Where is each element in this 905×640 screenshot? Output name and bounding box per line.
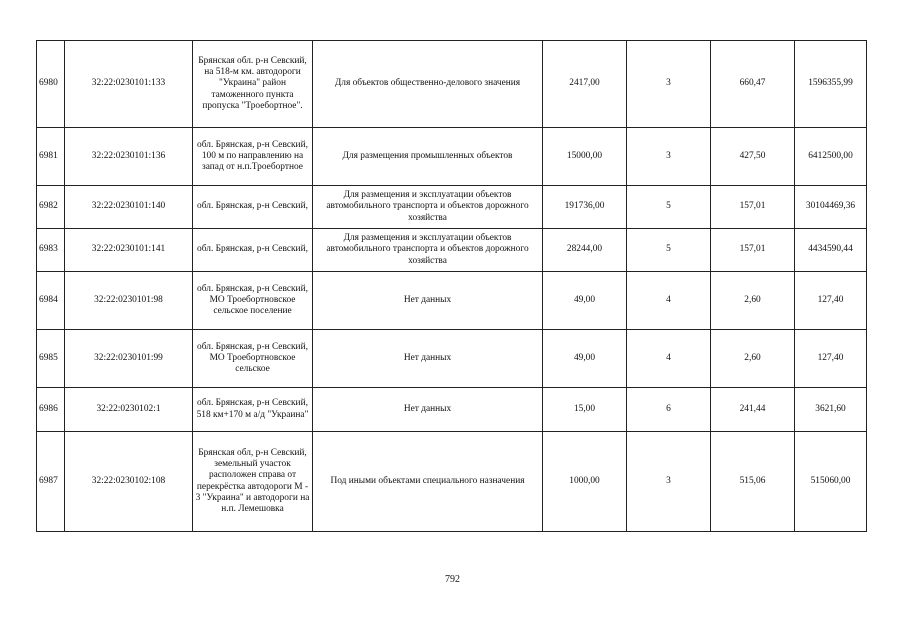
row-number: 6987 xyxy=(37,432,65,532)
table-row xyxy=(37,229,867,272)
land-register-sheet xyxy=(36,40,866,532)
cadastral-number: 32:22:0230101:98 xyxy=(65,272,193,330)
group-cell: 5 xyxy=(627,229,711,272)
address-cell: обл. Брянская, р-н Севский, xyxy=(193,186,313,229)
permitted-use-cell: Для объектов общественно-делового значения xyxy=(313,41,543,128)
table-row xyxy=(37,272,867,330)
specific-value-cell: 2,60 xyxy=(711,330,795,388)
cadastral-number: 32:22:0230101:133 xyxy=(65,41,193,128)
cadastral-value-table xyxy=(36,40,867,532)
table-body xyxy=(37,41,867,532)
permitted-use-cell: Под иными объектами специального назначения xyxy=(313,432,543,532)
cadastral-value-cell: 127,40 xyxy=(795,272,867,330)
cadastral-value-cell: 127,40 xyxy=(795,330,867,388)
table-row xyxy=(37,128,867,186)
address-cell: обл. Брянская, р-н Севский, xyxy=(193,229,313,272)
address-cell: обл. Брянская, р-н Севский, МО Троебортновское сельское поселение xyxy=(193,272,313,330)
specific-value-cell: 660,47 xyxy=(711,41,795,128)
address-cell: обл. Брянская, р-н Севский, 100 м по направлению на запад от н.п.Троебортное xyxy=(193,128,313,186)
row-number: 6985 xyxy=(37,330,65,388)
permitted-use-cell: Для размещения промышленных объектов xyxy=(313,128,543,186)
area-cell: 49,00 xyxy=(543,330,627,388)
group-cell: 5 xyxy=(627,186,711,229)
area-cell: 191736,00 xyxy=(543,186,627,229)
cadastral-number: 32:22:0230102:1 xyxy=(65,388,193,432)
table-row xyxy=(37,186,867,229)
row-number: 6982 xyxy=(37,186,65,229)
permitted-use-cell: Нет данных xyxy=(313,330,543,388)
table-row xyxy=(37,388,867,432)
specific-value-cell: 515,06 xyxy=(711,432,795,532)
cadastral-value-cell: 3621,60 xyxy=(795,388,867,432)
address-cell: обл. Брянская, р-н Севский, МО Троебортновское сельское xyxy=(193,330,313,388)
table-row xyxy=(37,432,867,532)
cadastral-number: 32:22:0230101:99 xyxy=(65,330,193,388)
table-row xyxy=(37,330,867,388)
specific-value-cell: 241,44 xyxy=(711,388,795,432)
row-number: 6984 xyxy=(37,272,65,330)
specific-value-cell: 157,01 xyxy=(711,229,795,272)
area-cell: 2417,00 xyxy=(543,41,627,128)
cadastral-number: 32:22:0230101:136 xyxy=(65,128,193,186)
group-cell: 3 xyxy=(627,128,711,186)
area-cell: 15000,00 xyxy=(543,128,627,186)
row-number: 6986 xyxy=(37,388,65,432)
address-cell: обл. Брянская, р-н Севский, 518 км+170 м а/д "Украина" xyxy=(193,388,313,432)
address-cell: Брянская обл. р-н Севский, на 518-м км. автодороги "Украина" район таможенного пункта пропуска "Троебортное". xyxy=(193,41,313,128)
cadastral-value-cell: 30104469,36 xyxy=(795,186,867,229)
permitted-use-cell: Для размещения и эксплуатации объектов автомобильного транспорта и объектов дорожного хозяйства xyxy=(313,229,543,272)
row-number: 6983 xyxy=(37,229,65,272)
cadastral-value-cell: 6412500,00 xyxy=(795,128,867,186)
group-cell: 4 xyxy=(627,330,711,388)
area-cell: 28244,00 xyxy=(543,229,627,272)
area-cell: 49,00 xyxy=(543,272,627,330)
group-cell: 3 xyxy=(627,41,711,128)
permitted-use-cell: Нет данных xyxy=(313,272,543,330)
specific-value-cell: 157,01 xyxy=(711,186,795,229)
area-cell: 1000,00 xyxy=(543,432,627,532)
row-number: 6981 xyxy=(37,128,65,186)
specific-value-cell: 427,50 xyxy=(711,128,795,186)
address-cell: Брянская обл, р-н Севский, земельный участок расположен справа от перекрёстка автодороги М - 3 "Украина" и автодороги на н.п. Лемешовка xyxy=(193,432,313,532)
row-number: 6980 xyxy=(37,41,65,128)
table-row xyxy=(37,41,867,128)
cadastral-number: 32:22:0230102:108 xyxy=(65,432,193,532)
page-number: 792 xyxy=(445,574,460,585)
cadastral-value-cell: 515060,00 xyxy=(795,432,867,532)
group-cell: 6 xyxy=(627,388,711,432)
cadastral-number: 32:22:0230101:141 xyxy=(65,229,193,272)
cadastral-value-cell: 1596355,99 xyxy=(795,41,867,128)
cadastral-number: 32:22:0230101:140 xyxy=(65,186,193,229)
specific-value-cell: 2,60 xyxy=(711,272,795,330)
cadastral-value-cell: 4434590,44 xyxy=(795,229,867,272)
permitted-use-cell: Для размещения и эксплуатации объектов автомобильного транспорта и объектов дорожного хозяйства xyxy=(313,186,543,229)
area-cell: 15,00 xyxy=(543,388,627,432)
permitted-use-cell: Нет данных xyxy=(313,388,543,432)
group-cell: 4 xyxy=(627,272,711,330)
group-cell: 3 xyxy=(627,432,711,532)
